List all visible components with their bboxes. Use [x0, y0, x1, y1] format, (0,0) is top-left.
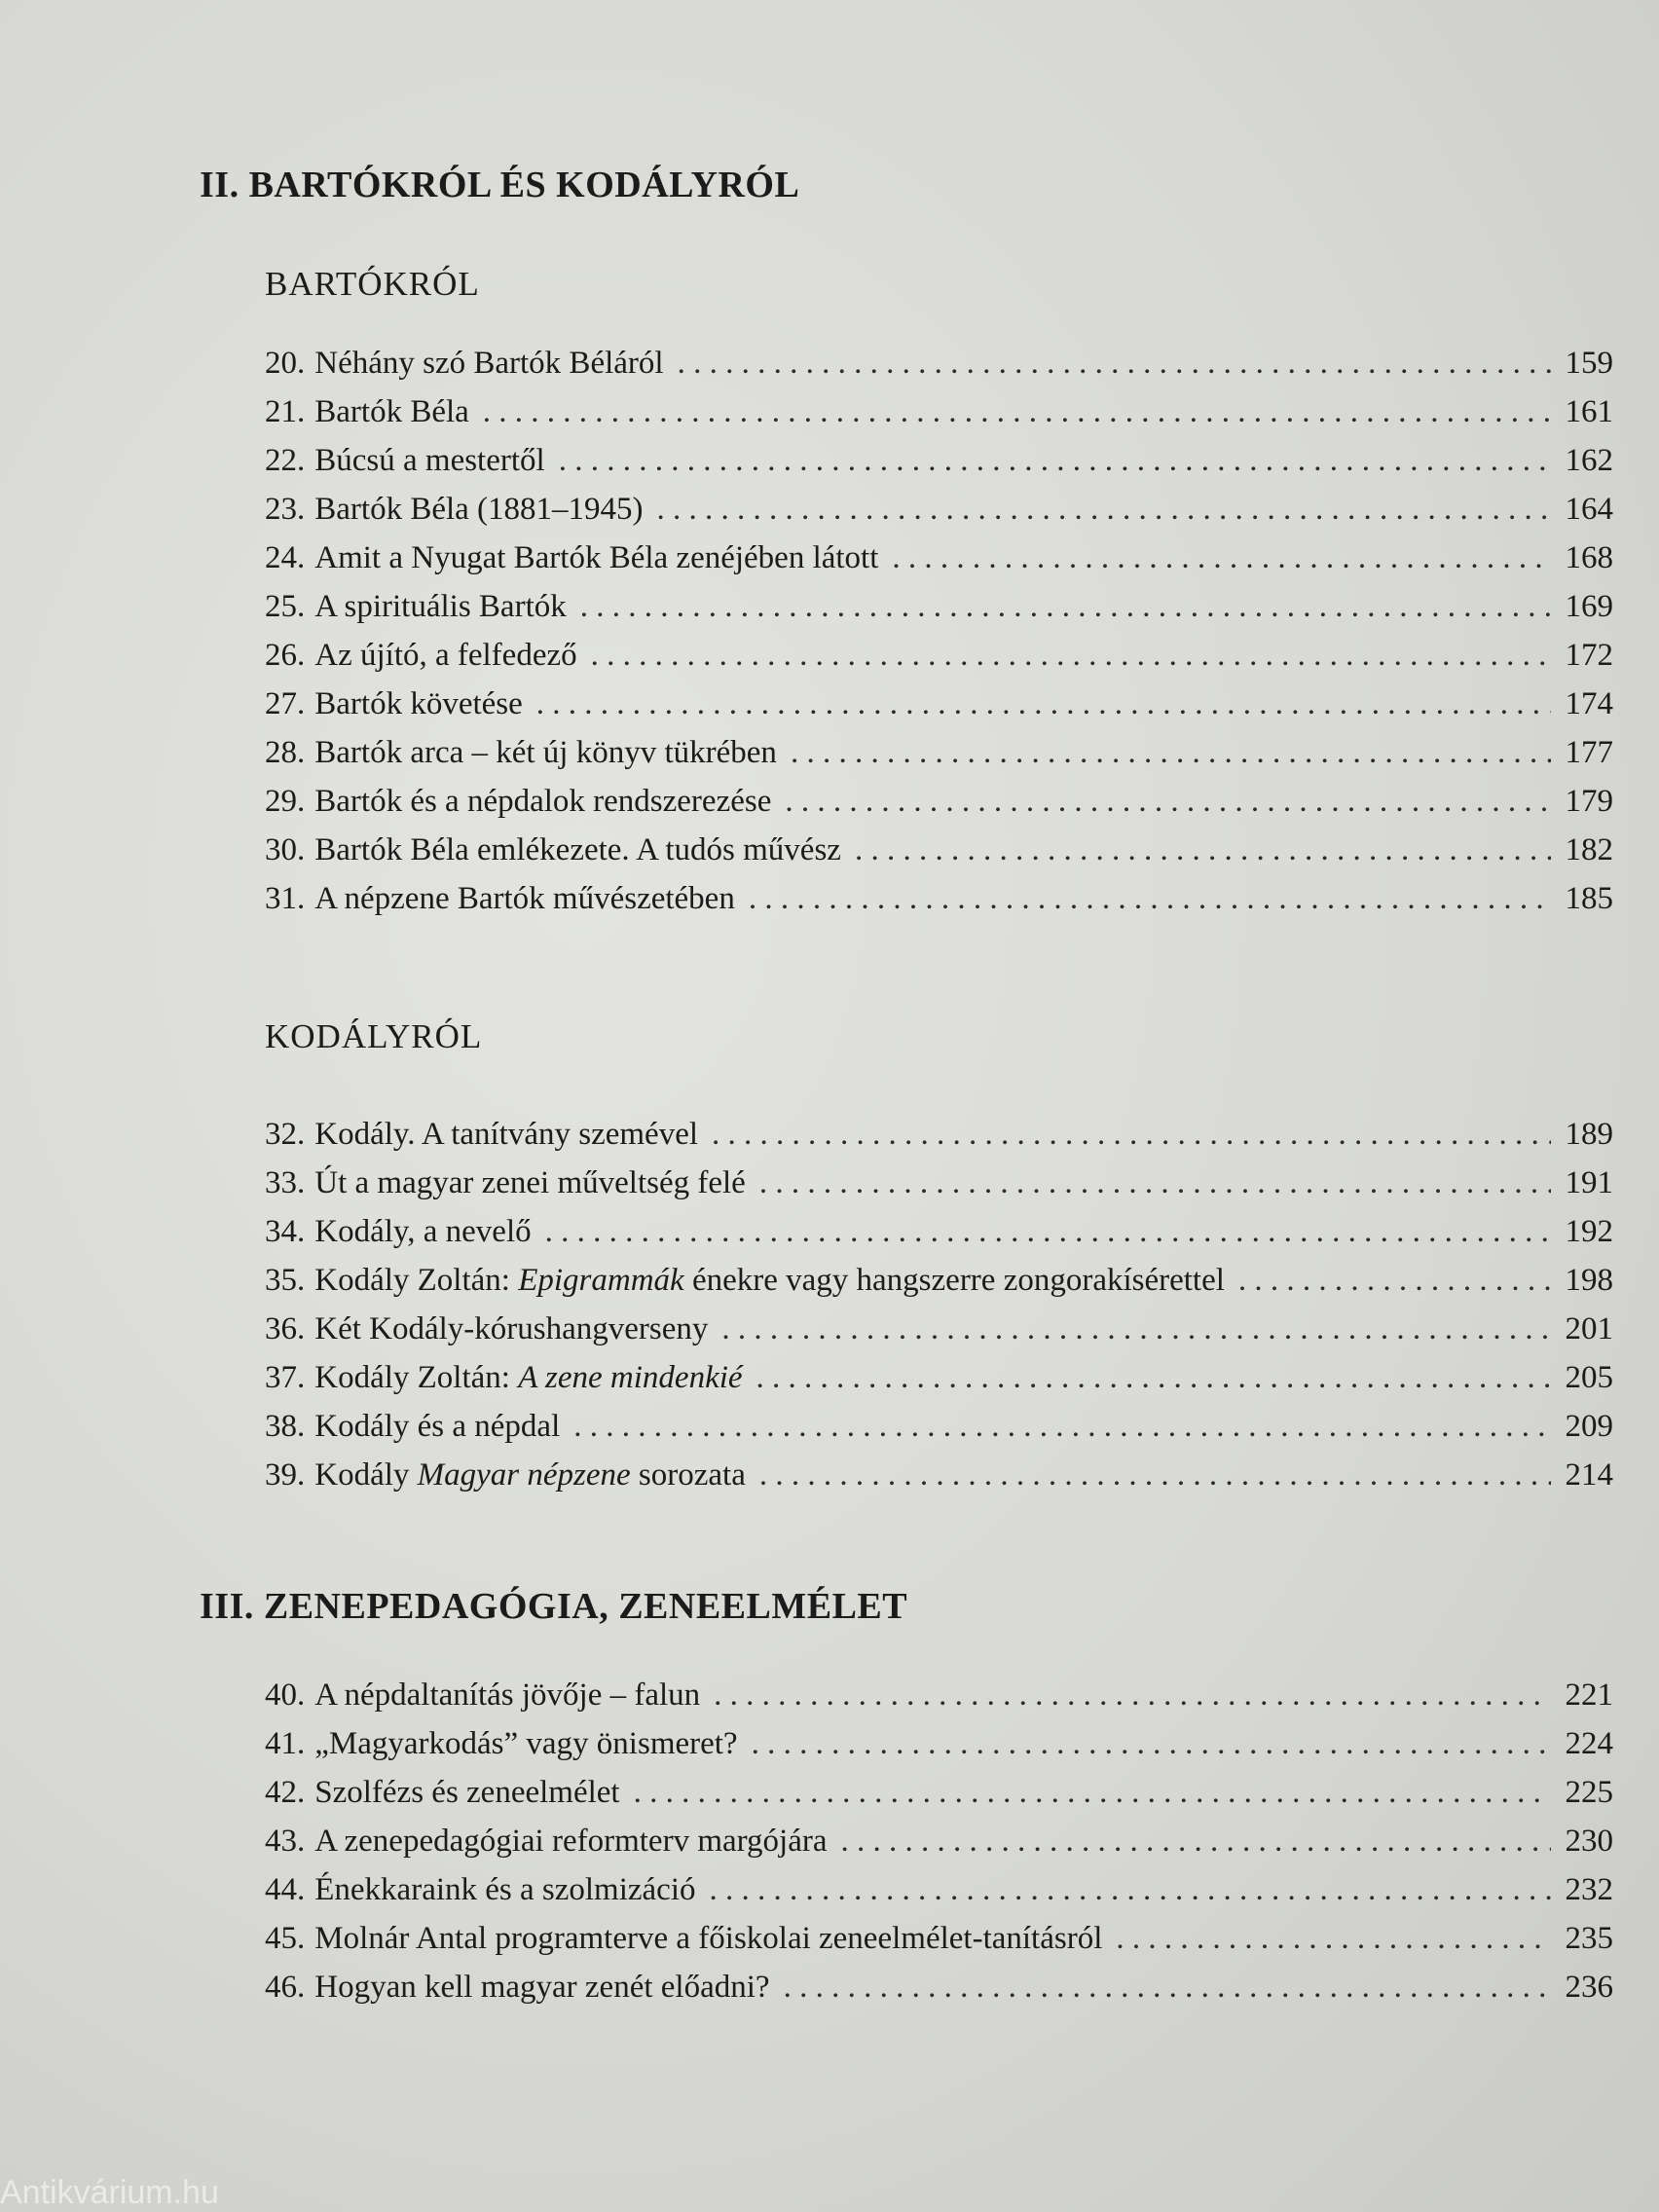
toc-entry-page: 161: [1565, 394, 1613, 429]
toc-entry-number: 27.: [265, 686, 306, 721]
toc-entry-title: Két Kodály-kórushangverseny: [314, 1311, 709, 1346]
toc-leader-dots: [1116, 1914, 1551, 1963]
section-ii-title: II. BARTÓKRÓL ÉS KODÁLYRÓL: [200, 165, 800, 205]
toc-entry: [265, 1110, 1613, 1159]
toc-entry-page: 168: [1565, 540, 1613, 575]
toc-leader-dots: [580, 582, 1551, 631]
toc-entry-title: Út a magyar zenei műveltség felé: [314, 1165, 746, 1200]
toc-entry: [265, 1817, 1613, 1865]
toc-entry-title: Hogyan kell magyar zenét előadni?: [314, 1970, 770, 2005]
toc-entry: [265, 1402, 1613, 1451]
toc-entry-number: 33.: [265, 1165, 306, 1200]
toc-entry-number: 28.: [265, 735, 306, 770]
toc-entry: [265, 1207, 1613, 1256]
toc-entry-number: 41.: [265, 1726, 306, 1761]
toc-entry-title: Kodály és a népdal: [314, 1409, 561, 1444]
toc-leader-dots: [721, 1305, 1551, 1353]
toc-leader-dots: [714, 1671, 1551, 1719]
watermark: Antikvárium.hu: [0, 2174, 219, 2211]
toc-entry-page: 182: [1565, 832, 1613, 867]
toc-entry-title: Bartók Béla: [314, 394, 469, 429]
toc-entry-title-italic: Epigrammák: [518, 1263, 684, 1298]
toc-entry-page: 159: [1565, 346, 1613, 381]
toc-entry: [265, 1305, 1613, 1353]
toc-leader-dots: [749, 874, 1551, 923]
toc-entry-title: Énekkaraink és a szolmizáció: [314, 1872, 696, 1907]
toc-entry-page: 191: [1565, 1165, 1613, 1200]
toc-entry-number: 26.: [265, 638, 306, 673]
toc-entry: [265, 339, 1613, 387]
toc-entry-page: 214: [1565, 1457, 1613, 1493]
toc-entry-title: Kodály. A tanítvány szemével: [314, 1117, 699, 1152]
toc-entry-number: 42.: [265, 1775, 306, 1810]
toc-entry-title-suffix: énekre vagy hangszerre zongorakísérettel: [683, 1263, 1225, 1298]
toc-leader-dots: [634, 1768, 1551, 1817]
bartok-toc: [265, 339, 1613, 923]
toc-entry-title-italic: A zene mindenkié: [518, 1360, 743, 1395]
toc-entry-title: A spirituális Bartók: [314, 589, 567, 624]
toc-entry-number: 37.: [265, 1360, 306, 1395]
toc-entry-page: 201: [1565, 1311, 1613, 1346]
toc-entry-title: Búcsú a mestertől: [314, 443, 545, 478]
toc-entry: [265, 1719, 1613, 1768]
toc-entry: [265, 485, 1613, 534]
toc-leader-dots: [536, 680, 1551, 728]
toc-entry-number: 40.: [265, 1677, 306, 1713]
toc-entry-number: 34.: [265, 1214, 306, 1249]
toc-entry-number: 45.: [265, 1921, 306, 1956]
toc-leader-dots: [1238, 1256, 1551, 1305]
toc-leader-dots: [591, 631, 1551, 680]
toc-entry-page: 209: [1565, 1409, 1613, 1444]
toc-entry-title: Bartók Béla (1881–1945): [314, 492, 644, 527]
toc-entry: [265, 436, 1613, 485]
toc-entry-number: 20.: [265, 346, 306, 381]
toc-entry-number: 30.: [265, 832, 306, 867]
toc-entry-number: 23.: [265, 492, 306, 527]
toc-entry-number: 38.: [265, 1409, 306, 1444]
toc-entry-title: Bartók követése: [314, 686, 523, 721]
toc-entry-page: 179: [1565, 784, 1613, 819]
toc-entry-page: 221: [1565, 1677, 1613, 1713]
toc-entry: [265, 1768, 1613, 1817]
toc-entry-page: 224: [1565, 1726, 1613, 1761]
toc-entry-page: 192: [1565, 1214, 1613, 1249]
toc-entry: [265, 1353, 1613, 1402]
toc-entry-number: 36.: [265, 1311, 306, 1346]
toc-entry: [265, 1865, 1613, 1914]
toc-leader-dots: [756, 1353, 1551, 1402]
toc-entry-page: 230: [1565, 1824, 1613, 1859]
toc-leader-dots: [559, 436, 1551, 485]
toc-entry-number: 21.: [265, 394, 306, 429]
toc-leader-dots: [657, 485, 1551, 534]
bartok-subheading: BARTÓKRÓL: [265, 265, 480, 303]
toc-leader-dots: [791, 728, 1551, 777]
toc-entry-title-prefix: Kodály Zoltán:: [314, 1263, 519, 1298]
toc-leader-dots: [712, 1110, 1551, 1159]
toc-entry-page: 169: [1565, 589, 1613, 624]
toc-entry-page: 164: [1565, 492, 1613, 527]
toc-entry-title-prefix: Kodály Zoltán:: [314, 1360, 519, 1395]
toc-leader-dots: [840, 1817, 1551, 1865]
toc-entry: [265, 728, 1613, 777]
toc-entry-number: 31.: [265, 881, 306, 916]
toc-entry: [265, 1671, 1613, 1719]
toc-entry-title: [305, 1256, 1225, 1305]
toc-entry-page: 232: [1565, 1872, 1613, 1907]
toc-entry: [265, 387, 1613, 436]
toc-entry: [265, 680, 1613, 728]
toc-entry-number: 29.: [265, 784, 306, 819]
toc-entry-title: Molnár Antal programterve a főiskolai zeneelmélet-tanításról: [314, 1921, 1103, 1956]
toc-entry-number: 43.: [265, 1824, 306, 1859]
toc-leader-dots: [759, 1451, 1551, 1499]
toc-entry-page: 174: [1565, 686, 1613, 721]
toc-entry: [265, 1914, 1613, 1963]
toc-entry-number: 39.: [265, 1457, 306, 1493]
toc-entry-title: „Magyarkodás” vagy önismeret?: [314, 1726, 738, 1761]
toc-entry-number: 35.: [265, 1263, 306, 1298]
toc-entry-title: Amit a Nyugat Bartók Béla zenéjében látott: [314, 540, 879, 575]
toc-entry-number: 46.: [265, 1970, 306, 2005]
toc-entry-title-suffix: sorozata: [630, 1457, 746, 1493]
zenepedagogia-toc: [265, 1671, 1613, 2011]
toc-entry-number: 25.: [265, 589, 306, 624]
toc-entry-title-prefix: Kodály: [314, 1457, 418, 1493]
toc-entry: [265, 874, 1613, 923]
toc-entry-title-italic: Magyar népzene: [417, 1457, 631, 1493]
toc-entry-page: 177: [1565, 735, 1613, 770]
toc-leader-dots: [545, 1207, 1551, 1256]
toc-entry-page: 205: [1565, 1360, 1613, 1395]
toc-entry-title: Bartók Béla emlékezete. A tudós művész: [314, 832, 841, 867]
toc-entry: [265, 1159, 1613, 1207]
toc-leader-dots: [759, 1159, 1551, 1207]
toc-entry-title: Szolfézs és zeneelmélet: [314, 1775, 620, 1810]
toc-entry: [265, 777, 1613, 826]
toc-entry-number: 32.: [265, 1117, 306, 1152]
toc-entry-title: Néhány szó Bartók Béláról: [314, 346, 664, 381]
toc-leader-dots: [892, 534, 1551, 582]
toc-entry-title: [305, 1451, 746, 1499]
toc-leader-dots: [784, 1963, 1551, 2011]
toc-entry: [265, 826, 1613, 874]
toc-leader-dots: [752, 1719, 1551, 1768]
toc-entry-title: Bartók és a népdalok rendszerezése: [314, 784, 772, 819]
toc-entry-title: A népdaltanítás jövője – falun: [314, 1677, 701, 1713]
toc-entry-page: 236: [1565, 1970, 1613, 2005]
toc-entry: [265, 1451, 1613, 1499]
section-iii-title: III. ZENEPEDAGÓGIA, ZENEELMÉLET: [200, 1586, 908, 1627]
toc-entry: [265, 1963, 1613, 2011]
toc-leader-dots: [678, 339, 1551, 387]
toc-entry: [265, 582, 1613, 631]
toc-entry-page: 189: [1565, 1117, 1613, 1152]
toc-entry-page: 198: [1565, 1263, 1613, 1298]
toc-entry: [265, 1256, 1613, 1305]
toc-entry-number: 22.: [265, 443, 306, 478]
toc-entry-page: 162: [1565, 443, 1613, 478]
toc-entry-title: [305, 1353, 742, 1402]
toc-leader-dots: [710, 1865, 1552, 1914]
toc-leader-dots: [785, 777, 1551, 826]
toc-entry-title: Az újító, a felfedező: [314, 638, 577, 673]
toc-entry-number: 44.: [265, 1872, 306, 1907]
toc-entry-page: 185: [1565, 881, 1613, 916]
toc-entry-page: 172: [1565, 638, 1613, 673]
toc-entry-title: Bartók arca – két új könyv tükrében: [314, 735, 777, 770]
kodaly-subheading: KODÁLYRÓL: [265, 1017, 483, 1055]
toc-entry: [265, 631, 1613, 680]
toc-entry-number: 24.: [265, 540, 306, 575]
toc-leader-dots: [573, 1402, 1551, 1451]
toc-entry-title: A zenepedagógiai reformterv margójára: [314, 1824, 828, 1859]
toc-entry: [265, 534, 1613, 582]
toc-entry-title: Kodály, a nevelő: [314, 1214, 532, 1249]
toc-leader-dots: [855, 826, 1551, 874]
toc-entry-page: 235: [1565, 1921, 1613, 1956]
toc-leader-dots: [483, 387, 1551, 436]
kodaly-toc: [265, 1110, 1613, 1499]
toc-entry-title: A népzene Bartók művészetében: [314, 881, 735, 916]
toc-entry-page: 225: [1565, 1775, 1613, 1810]
